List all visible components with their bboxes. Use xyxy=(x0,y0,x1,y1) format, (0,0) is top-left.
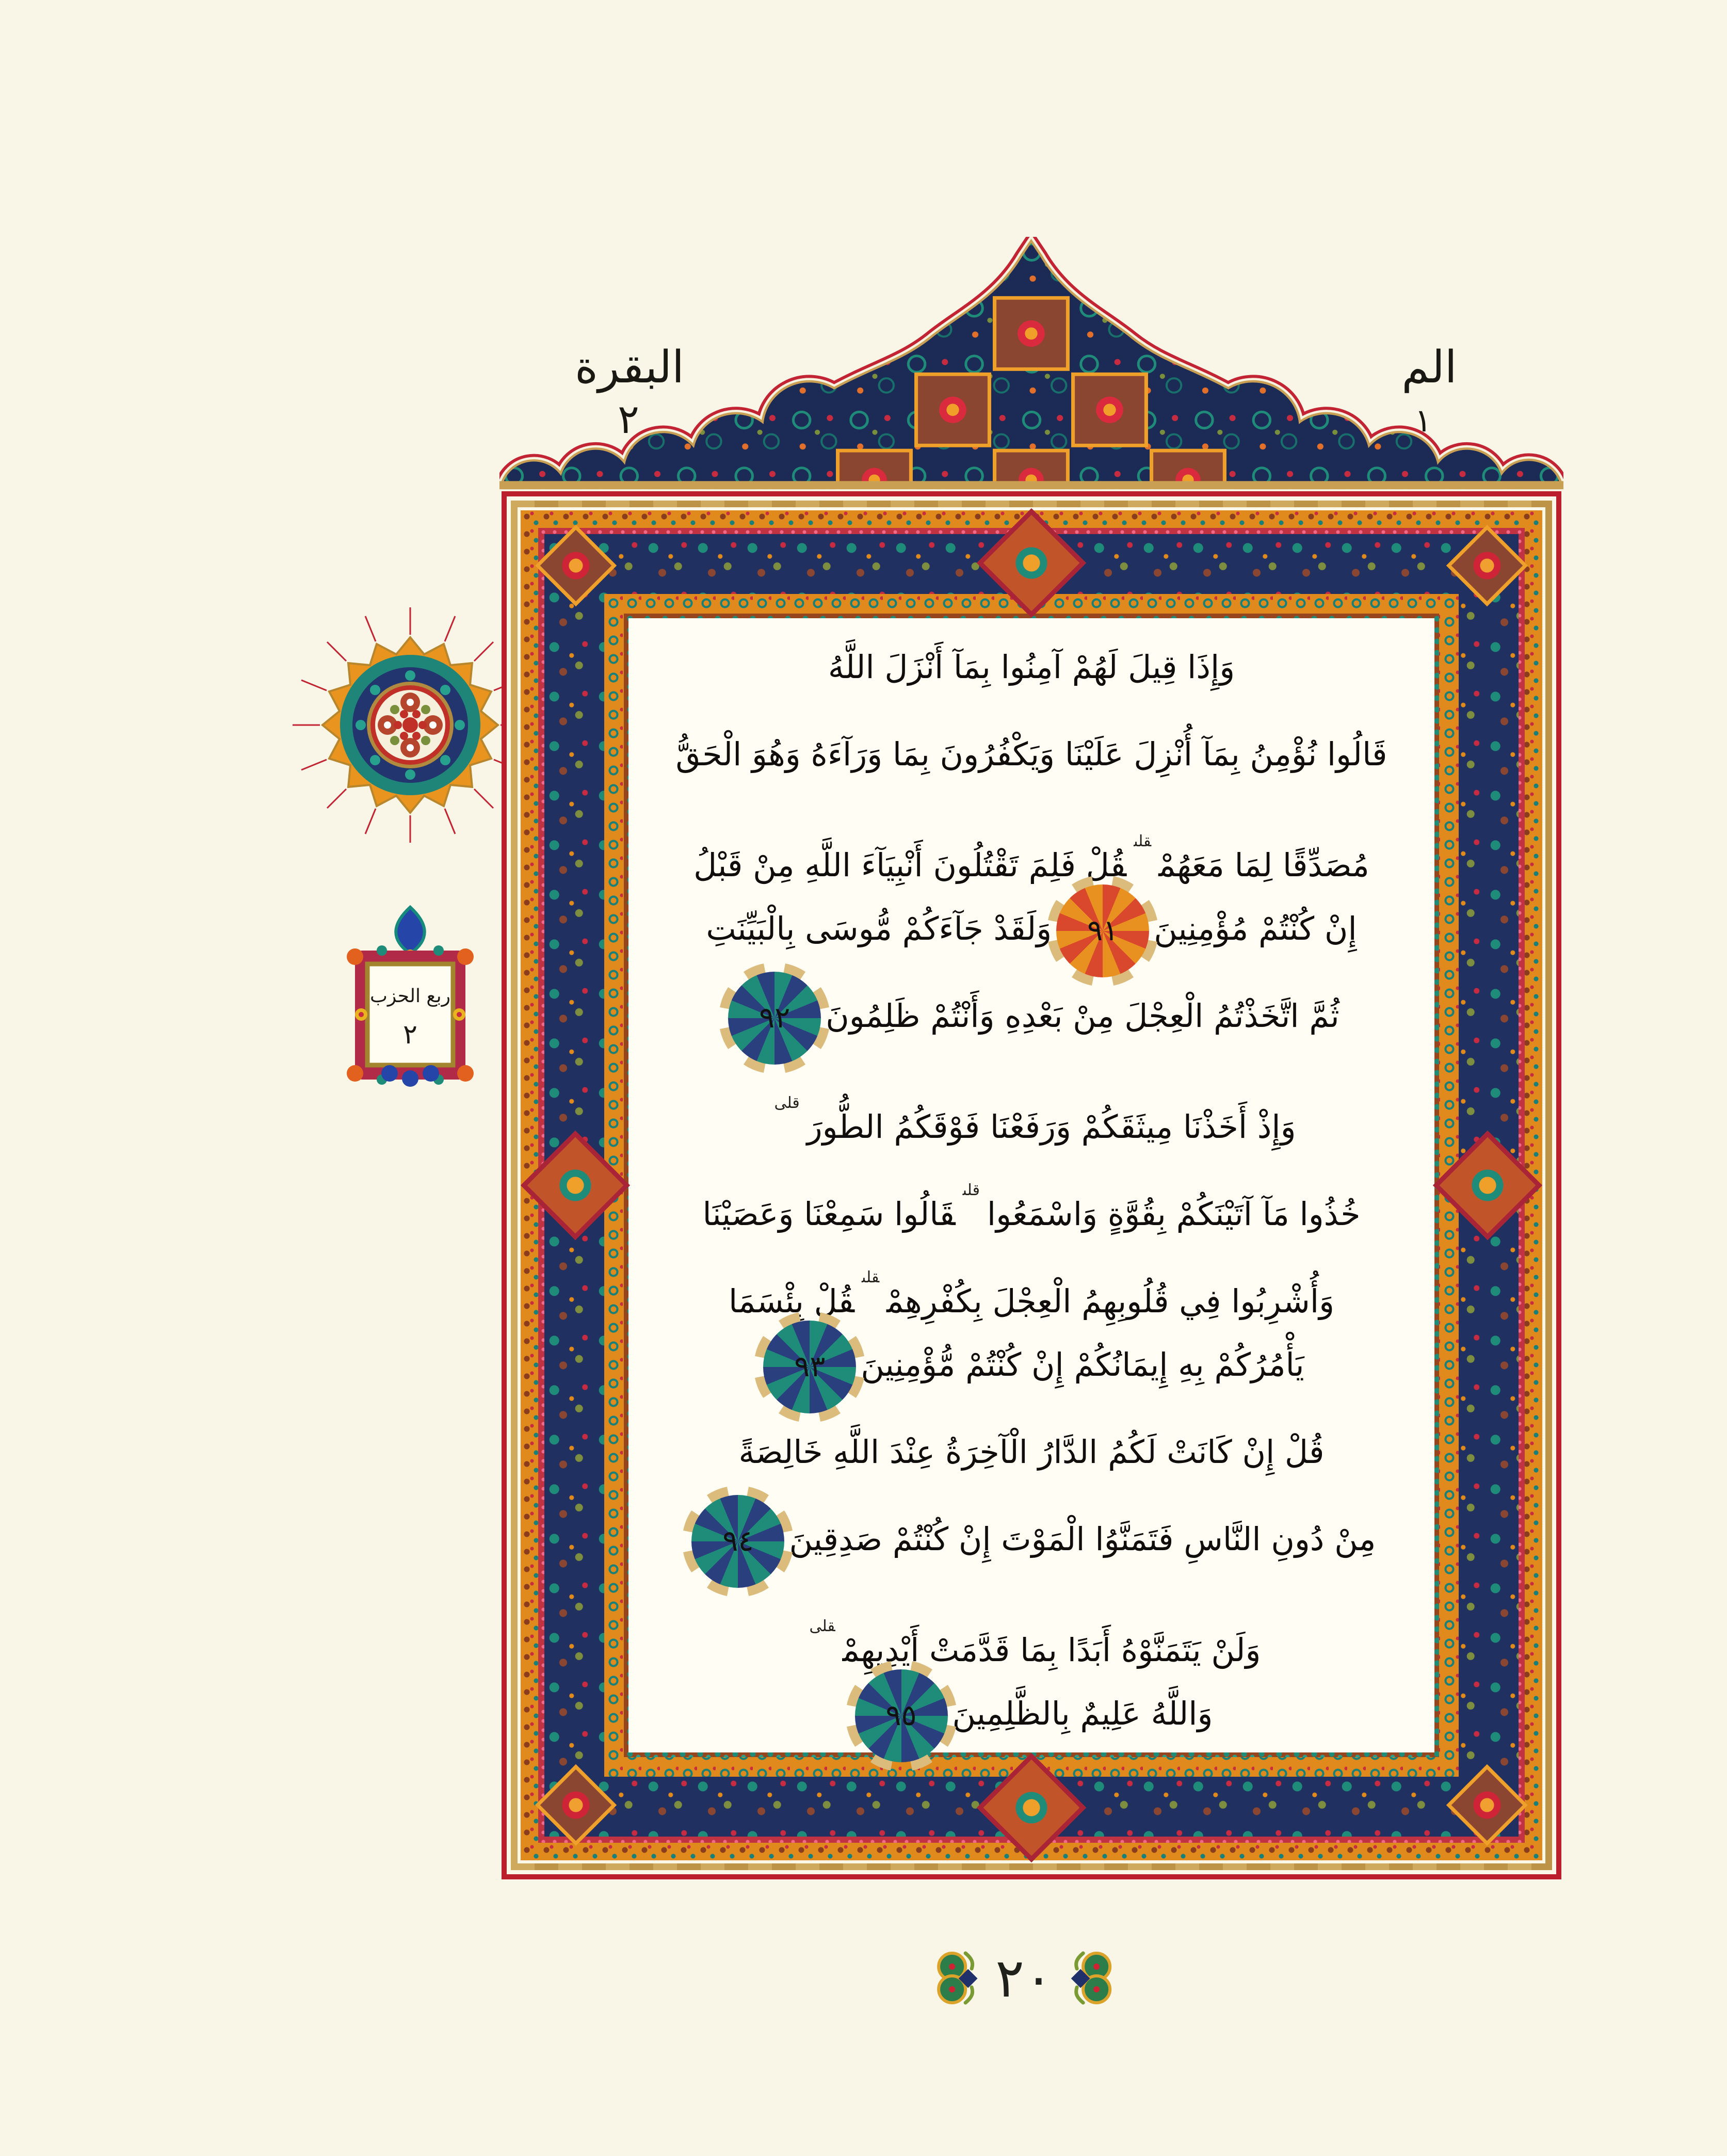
stop-mark: قلى xyxy=(962,1181,980,1199)
ayah-text: إِنْ كُنْتُمْ مُؤْمِنِينَ xyxy=(1154,910,1357,947)
quran-line xyxy=(643,1147,1420,1234)
ayah-text: وَأُشْرِبُوا فِي قُلُوبِهِمُ الْعِجْلَ بِكُفْرِهِمْ xyxy=(886,1282,1335,1320)
page-number: ٢٠ xyxy=(995,1946,1053,2009)
page-number-row xyxy=(931,1946,1117,2009)
verse-end-rosette-icon xyxy=(774,1331,845,1403)
quran-line xyxy=(643,972,1420,1059)
ayah-text: وَلَقَدْ جَآءَكُمْ مُّوسَى بِالْبَيِّنَتِ xyxy=(706,910,1052,947)
stop-mark: قلى xyxy=(774,1094,800,1112)
ayah-text: وَإِذْ أَخَذْنَا مِيثَقَكُمْ وَرَفَعْنَا فَوْقَكُمُ الطُّورَ xyxy=(806,1108,1296,1146)
ayah-text: خُذُوا مَآ آتَيْنَكُمْ بِقُوَّةٍ وَاسْمَعُوا xyxy=(987,1195,1361,1233)
verse-end-rosette-icon xyxy=(702,1506,773,1577)
quran-line xyxy=(643,1408,1420,1495)
verse-end-rosette-icon xyxy=(866,1680,937,1751)
ayah-text: وَاللَّهُ عَلِيمٌ بِالظَّلِمِينَ xyxy=(952,1695,1213,1732)
surah-title: البقرة xyxy=(574,342,685,393)
quran-line xyxy=(643,623,1420,711)
ayah-text: قَالُوا سَمِعْنَا وَعَصَيْنَا xyxy=(702,1195,956,1233)
verse-number: ٩٥ xyxy=(885,1698,917,1732)
page-number-ornament-icon xyxy=(1071,1951,1117,2005)
ayah-text: قُلْ فَلِمَ تَقْتُلُونَ أَنْبِيَآءَ اللَّهِ مِنْ قَبْلُ xyxy=(693,846,1127,884)
ayah-text: وَلَنْ يَتَمَنَّوْهُ أَبَدًا بِمَا قَدَّمَتْ أَيْدِيهِمْ xyxy=(842,1631,1261,1669)
quran-line xyxy=(643,1495,1420,1583)
verse-end-rosette-icon xyxy=(1067,895,1138,967)
stop-mark: قلى xyxy=(1134,832,1152,850)
quran-line xyxy=(643,1583,1420,1670)
quran-line xyxy=(643,885,1420,972)
surah-number: ٢ xyxy=(618,396,639,443)
verse-number: ٩٣ xyxy=(794,1349,826,1383)
ayah-text: قُلْ إِنْ كَانَتْ لَكُمُ الدَّارُ الْآخِرَةُ عِنْدَ اللَّهِ خَالِصَةً xyxy=(738,1433,1325,1471)
hizb-number: ٢ xyxy=(403,1019,417,1050)
ayah-text: قُلْ بِئْسَمَا xyxy=(728,1282,854,1320)
verse-number: ٩١ xyxy=(1087,913,1119,947)
quran-line xyxy=(643,1234,1420,1321)
verse-area xyxy=(628,618,1434,1752)
quran-line xyxy=(643,798,1420,885)
juz-title: الم xyxy=(1401,342,1457,393)
decorative-frame xyxy=(502,491,1561,1879)
ayah-text: يَأْمُرُكُمْ بِهِ إِيمَانُكُمْ إِنْ كُنْتُمْ مُّؤْمِنِينَ xyxy=(861,1346,1304,1383)
verse-number: ٩٤ xyxy=(722,1524,754,1558)
hizb-label: ربع الحزب xyxy=(370,986,450,1007)
quran-line xyxy=(643,1321,1420,1408)
stop-mark: قلى xyxy=(861,1268,880,1286)
juz-number: ١ xyxy=(1414,401,1432,439)
quran-line xyxy=(643,1059,1420,1147)
verse-end-rosette-icon xyxy=(739,983,810,1054)
page-number-ornament-icon xyxy=(931,1951,978,2005)
ayah-text: ثُمَّ اتَّخَذْتُمُ الْعِجْلَ مِنْ بَعْدِهِ وَأَنْتُمْ ظَلِمُونَ xyxy=(826,997,1339,1035)
margin-medallion-icon xyxy=(292,606,529,844)
quran-line xyxy=(643,711,1420,798)
hizb-marker xyxy=(330,903,490,1109)
quran-line xyxy=(643,1670,1420,1757)
ayah-text: مُصَدِّقًا لِمَا مَعَهُمْ xyxy=(1158,846,1369,884)
ayah-text: وَإِذَا قِيلَ لَهُمْ آمِنُوا بِمَآ أَنْزَلَ اللَّهُ xyxy=(828,648,1235,686)
stop-mark: قلى xyxy=(809,1617,835,1635)
ayah-text: قَالُوا نُؤْمِنُ بِمَآ أُنْزِلَ عَلَيْنَا وَيَكْفُرُونَ بِمَا وَرَآءَهُ وَهُوَ الْحَقُّ xyxy=(675,735,1387,773)
ayah-text: مِنْ دُونِ النَّاسِ فَتَمَنَّوُا الْمَوْتَ إِنْ كُنْتُمْ صَدِقِينَ xyxy=(789,1520,1376,1558)
verse-number: ٩٢ xyxy=(759,1001,790,1035)
